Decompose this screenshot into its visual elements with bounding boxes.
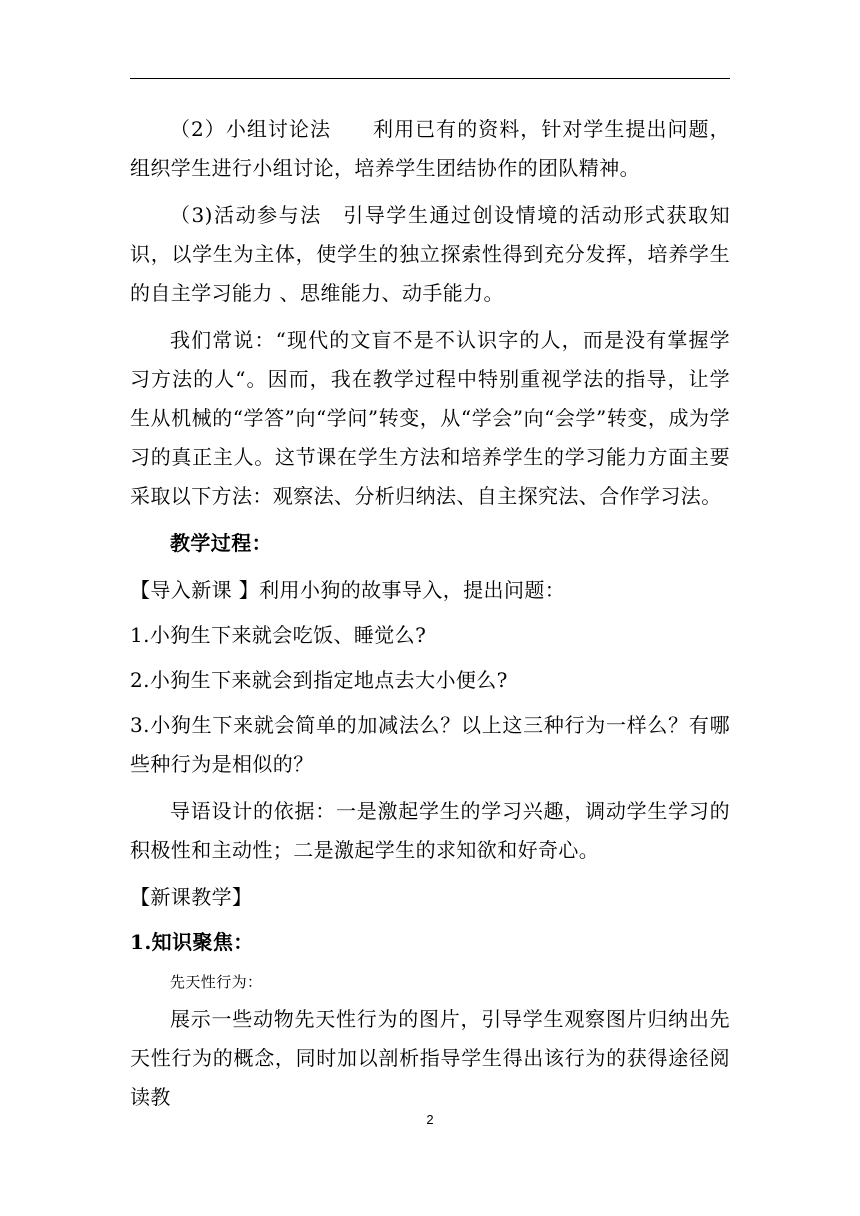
question-2: 2.小狗生下来就会到指定地点去大小便么? [130,668,508,692]
question-1: 1.小狗生下来就会吃饭、睡觉么? [130,623,427,647]
heading-teaching-process: 教学过程： [170,531,272,555]
paragraph-group-discussion: （2）小组讨论法 利用已有的资料，针对学生提出问题，组织学生进行小组讨论，培养学生团结协作的团队精神。 [130,117,730,180]
question-3: 3.小狗生下来就会简单的加减法么？以上这三种行为一样么？有哪些种行为是相似的？ [130,713,730,776]
paragraph-activity-participation: （3)活动参与法 引导学生通过创设情境的活动形式获取知识，以学生为主体，使学生的独立探索性得到充分发挥，培养学生的自主学习能力 、思维能力、动手能力。 [130,203,730,305]
header-rule [130,78,730,79]
heading-knowledge-focus: 1.知识聚焦： [130,930,254,954]
paragraph-intro-basis: 导语设计的依据：一是激起学生的学习兴趣，调动学生学习的积极性和主动性；二是激起学生的求知欲和好奇心。 [130,799,730,862]
document-body [130,110,730,1125]
paragraph-learning-methods: 我们常说：“现代的文盲不是不认识字的人，而是没有掌握学习方法的人“。因而，我在教学过程中特别重视学法的指导，让学生从机械的“学答”向“学问”转变，从“学会”向“会学”转变，成为学习的真正主人。这节课在学生方法和培养学生的学习能力方面主要采取以下方法：观察法、分析归纳法、自主探究法、合作学习法。 [130,328,730,508]
page-number: 2 [426,1112,434,1127]
paragraph-innate-behavior: 展示一些动物先天性行为的图片，引导学生观察图片归纳出先天性行为的概念，同时加以剖析指导学生得出该行为的获得途径阅读教 [130,1007,730,1109]
intro-new-lesson: 【导入新课 】利用小狗的故事导入，提出问题： [130,578,566,602]
heading-new-lesson: 【新课教学】 [130,885,253,909]
label-innate-behavior: 先天性行为： [170,973,263,991]
